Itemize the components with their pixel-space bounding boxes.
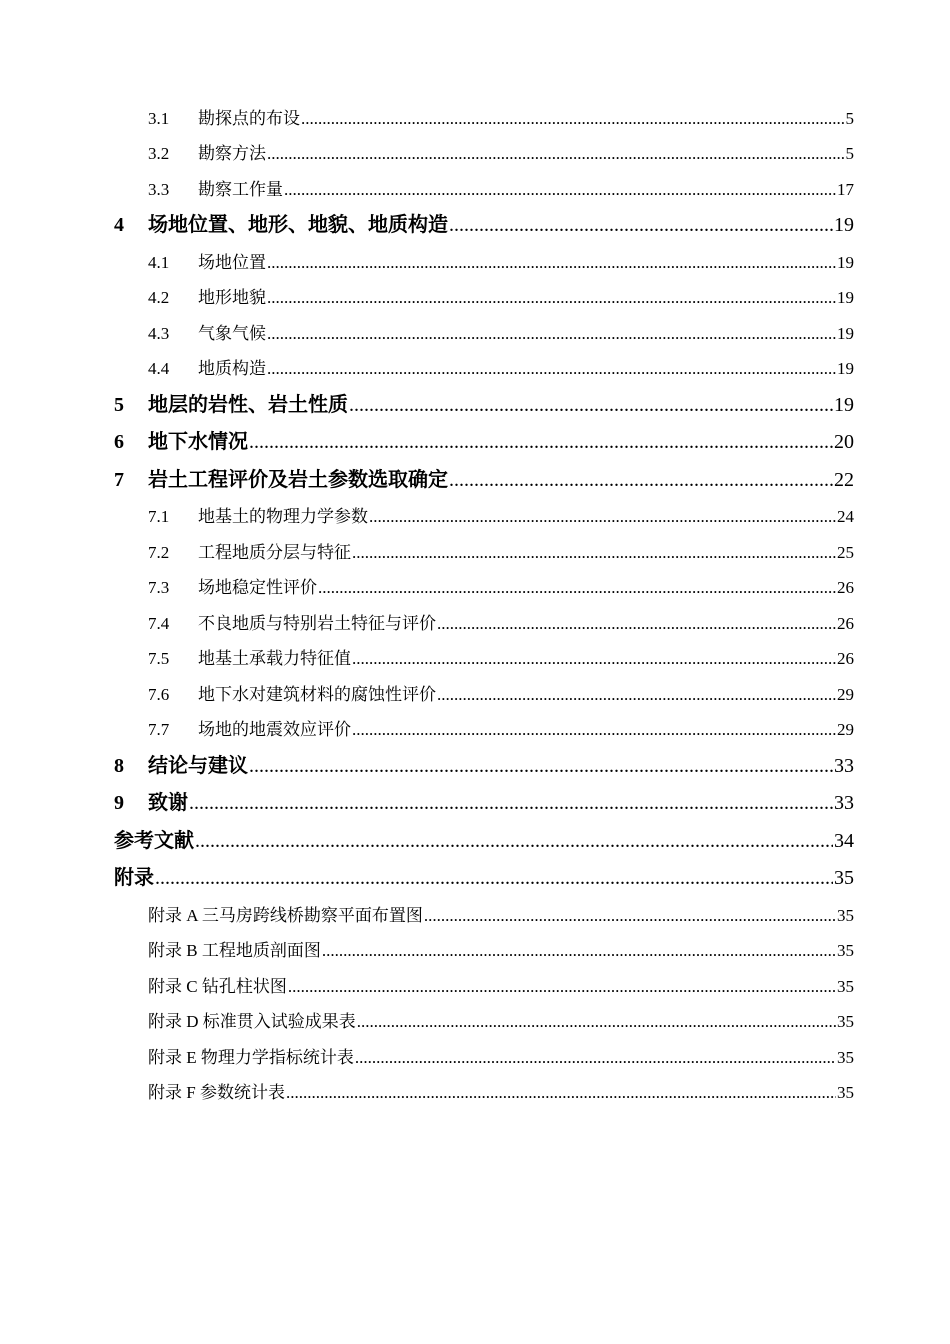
toc-title: 地基土承载力特征值 <box>198 649 351 668</box>
dot-leader <box>267 256 836 273</box>
dot-leader <box>349 397 833 417</box>
toc-number: 7.5 <box>148 649 170 668</box>
toc-title: 场地的地震效应评价 <box>198 720 351 739</box>
dot-leader <box>249 758 833 778</box>
toc-entry[interactable] <box>0 527 950 563</box>
toc-title: 附录 F 参数统计表 <box>148 1083 285 1102</box>
toc-title: 参考文献 <box>114 829 194 852</box>
dot-leader <box>357 1015 836 1032</box>
toc-entry[interactable] <box>0 164 950 200</box>
toc-page-number: 25 <box>837 542 854 562</box>
table-of-contents <box>0 93 950 1103</box>
dot-leader <box>267 147 845 164</box>
toc-page-number: 35 <box>837 1083 854 1102</box>
toc-number: 8 <box>114 754 124 777</box>
dot-leader <box>318 581 836 598</box>
dot-leader <box>267 362 836 379</box>
toc-page-number: 24 <box>837 507 854 526</box>
toc-chapter-entry[interactable] <box>0 417 950 455</box>
toc-page-number: 19 <box>837 252 854 272</box>
dot-leader <box>369 510 836 527</box>
toc-page-number: 22 <box>834 468 854 491</box>
toc-number: 7.6 <box>148 684 170 704</box>
dot-leader <box>155 870 833 890</box>
toc-appendix-entry[interactable] <box>0 997 950 1033</box>
toc-page-number: 26 <box>837 649 854 668</box>
toc-page-number: 33 <box>834 792 854 814</box>
toc-page-number: 34 <box>834 829 854 852</box>
toc-number: 5 <box>114 393 124 416</box>
toc-title: 场地位置、地形、地貌、地质构造 <box>148 214 448 236</box>
toc-number: 7.3 <box>148 578 170 597</box>
toc-number: 4.1 <box>148 252 170 272</box>
toc-entry[interactable] <box>0 669 950 705</box>
toc-title: 气象气候 <box>198 323 266 343</box>
toc-title: 岩土工程评价及岩土参数选取确定 <box>148 468 448 491</box>
dot-leader <box>267 327 836 344</box>
dot-leader <box>322 944 836 961</box>
dot-leader <box>284 183 836 200</box>
toc-entry[interactable] <box>0 237 950 273</box>
toc-entry[interactable] <box>0 308 950 344</box>
dot-leader <box>288 980 836 997</box>
toc-chapter-entry[interactable] <box>0 740 950 778</box>
toc-page-number: 35 <box>837 941 854 960</box>
toc-appendix-entry[interactable] <box>0 926 950 962</box>
dot-leader <box>267 291 836 308</box>
toc-entry[interactable] <box>0 634 950 670</box>
dot-leader <box>449 217 833 237</box>
toc-title: 地下水对建筑材料的腐蚀性评价 <box>198 684 436 704</box>
toc-title: 附录 D 标准贯入试验成果表 <box>148 1012 356 1031</box>
toc-title: 地下水情况 <box>148 431 248 453</box>
toc-chapter-entry[interactable] <box>0 853 950 891</box>
toc-entry[interactable] <box>0 93 950 129</box>
toc-number: 4.2 <box>148 288 170 307</box>
dot-leader <box>249 434 833 454</box>
toc-number: 3.1 <box>148 108 170 128</box>
toc-title: 场地位置 <box>198 252 266 272</box>
dot-leader <box>424 909 836 926</box>
dot-leader <box>437 617 836 634</box>
dot-leader <box>195 833 833 853</box>
toc-page-number: 17 <box>837 179 854 199</box>
toc-entry[interactable] <box>0 344 950 380</box>
toc-page-number: 5 <box>845 108 854 128</box>
dot-leader <box>352 723 836 740</box>
toc-title: 场地稳定性评价 <box>198 578 317 597</box>
toc-title: 附录 A 三马房跨线桥勘察平面布置图 <box>148 905 423 925</box>
toc-page-number: 26 <box>837 613 854 633</box>
toc-page-number: 26 <box>837 578 854 597</box>
toc-page-number: 35 <box>837 905 854 925</box>
toc-number: 4.4 <box>148 359 170 378</box>
toc-number: 3.2 <box>148 144 170 163</box>
toc-chapter-entry[interactable] <box>0 454 950 492</box>
dot-leader <box>352 652 836 669</box>
toc-page-number: 20 <box>834 431 854 453</box>
toc-page-number: 5 <box>845 144 854 163</box>
toc-title: 致谢 <box>148 792 188 814</box>
toc-title: 附录 <box>114 867 154 889</box>
dot-leader <box>301 112 845 129</box>
dot-leader <box>355 1051 836 1068</box>
toc-number: 7.1 <box>148 507 170 526</box>
toc-page-number: 19 <box>837 323 854 343</box>
toc-number: 3.3 <box>148 179 170 199</box>
dot-leader <box>449 472 833 492</box>
toc-chapter-entry[interactable] <box>0 200 950 238</box>
toc-title: 附录 E 物理力学指标统计表 <box>148 1047 354 1067</box>
toc-title: 地形地貌 <box>198 288 266 307</box>
toc-page-number: 19 <box>837 359 854 378</box>
dot-leader <box>189 795 833 815</box>
toc-appendix-entry[interactable] <box>0 1032 950 1068</box>
toc-title: 地层的岩性、岩土性质 <box>148 393 348 416</box>
toc-title: 附录 C 钻孔柱状图 <box>148 976 287 996</box>
toc-title: 勘察工作量 <box>198 179 283 199</box>
toc-title: 勘探点的布设 <box>198 108 300 128</box>
toc-chapter-entry[interactable] <box>0 778 950 816</box>
toc-title: 勘察方法 <box>198 144 266 163</box>
toc-number: 9 <box>114 792 124 814</box>
toc-page-number: 35 <box>837 1012 854 1031</box>
toc-appendix-entry[interactable] <box>0 1068 950 1104</box>
toc-page-number: 35 <box>837 1047 854 1067</box>
toc-title: 地基土的物理力学参数 <box>198 507 368 526</box>
toc-chapter-entry[interactable] <box>0 815 950 853</box>
toc-entry[interactable] <box>0 492 950 528</box>
toc-number: 6 <box>114 431 124 453</box>
toc-page-number: 29 <box>837 720 854 739</box>
toc-title: 工程地质分层与特征 <box>198 542 351 562</box>
toc-page-number: 35 <box>834 867 854 889</box>
toc-page-number: 19 <box>834 214 854 236</box>
toc-entry[interactable] <box>0 129 950 165</box>
toc-title: 地质构造 <box>198 359 266 378</box>
toc-title: 附录 B 工程地质剖面图 <box>148 941 321 960</box>
dot-leader <box>352 546 836 563</box>
toc-title: 不良地质与特别岩土特征与评价 <box>198 613 436 633</box>
toc-entry[interactable] <box>0 563 950 599</box>
dot-leader <box>286 1086 836 1103</box>
toc-page-number: 19 <box>837 288 854 307</box>
toc-appendix-entry[interactable] <box>0 961 950 997</box>
toc-number: 7.2 <box>148 542 170 562</box>
toc-entry[interactable] <box>0 705 950 741</box>
toc-entry[interactable] <box>0 273 950 309</box>
toc-page-number: 29 <box>837 684 854 704</box>
toc-number: 4.3 <box>148 323 170 343</box>
toc-appendix-entry[interactable] <box>0 890 950 926</box>
dot-leader <box>437 688 836 705</box>
toc-page-number: 35 <box>837 976 854 996</box>
toc-entry[interactable] <box>0 598 950 634</box>
toc-chapter-entry[interactable] <box>0 379 950 417</box>
toc-number: 7.4 <box>148 613 170 633</box>
toc-number: 7.7 <box>148 720 170 739</box>
toc-number: 4 <box>114 214 124 236</box>
toc-number: 7 <box>114 468 124 491</box>
toc-title: 结论与建议 <box>148 754 248 777</box>
toc-page-number: 33 <box>834 754 854 777</box>
toc-page-number: 19 <box>834 393 854 416</box>
